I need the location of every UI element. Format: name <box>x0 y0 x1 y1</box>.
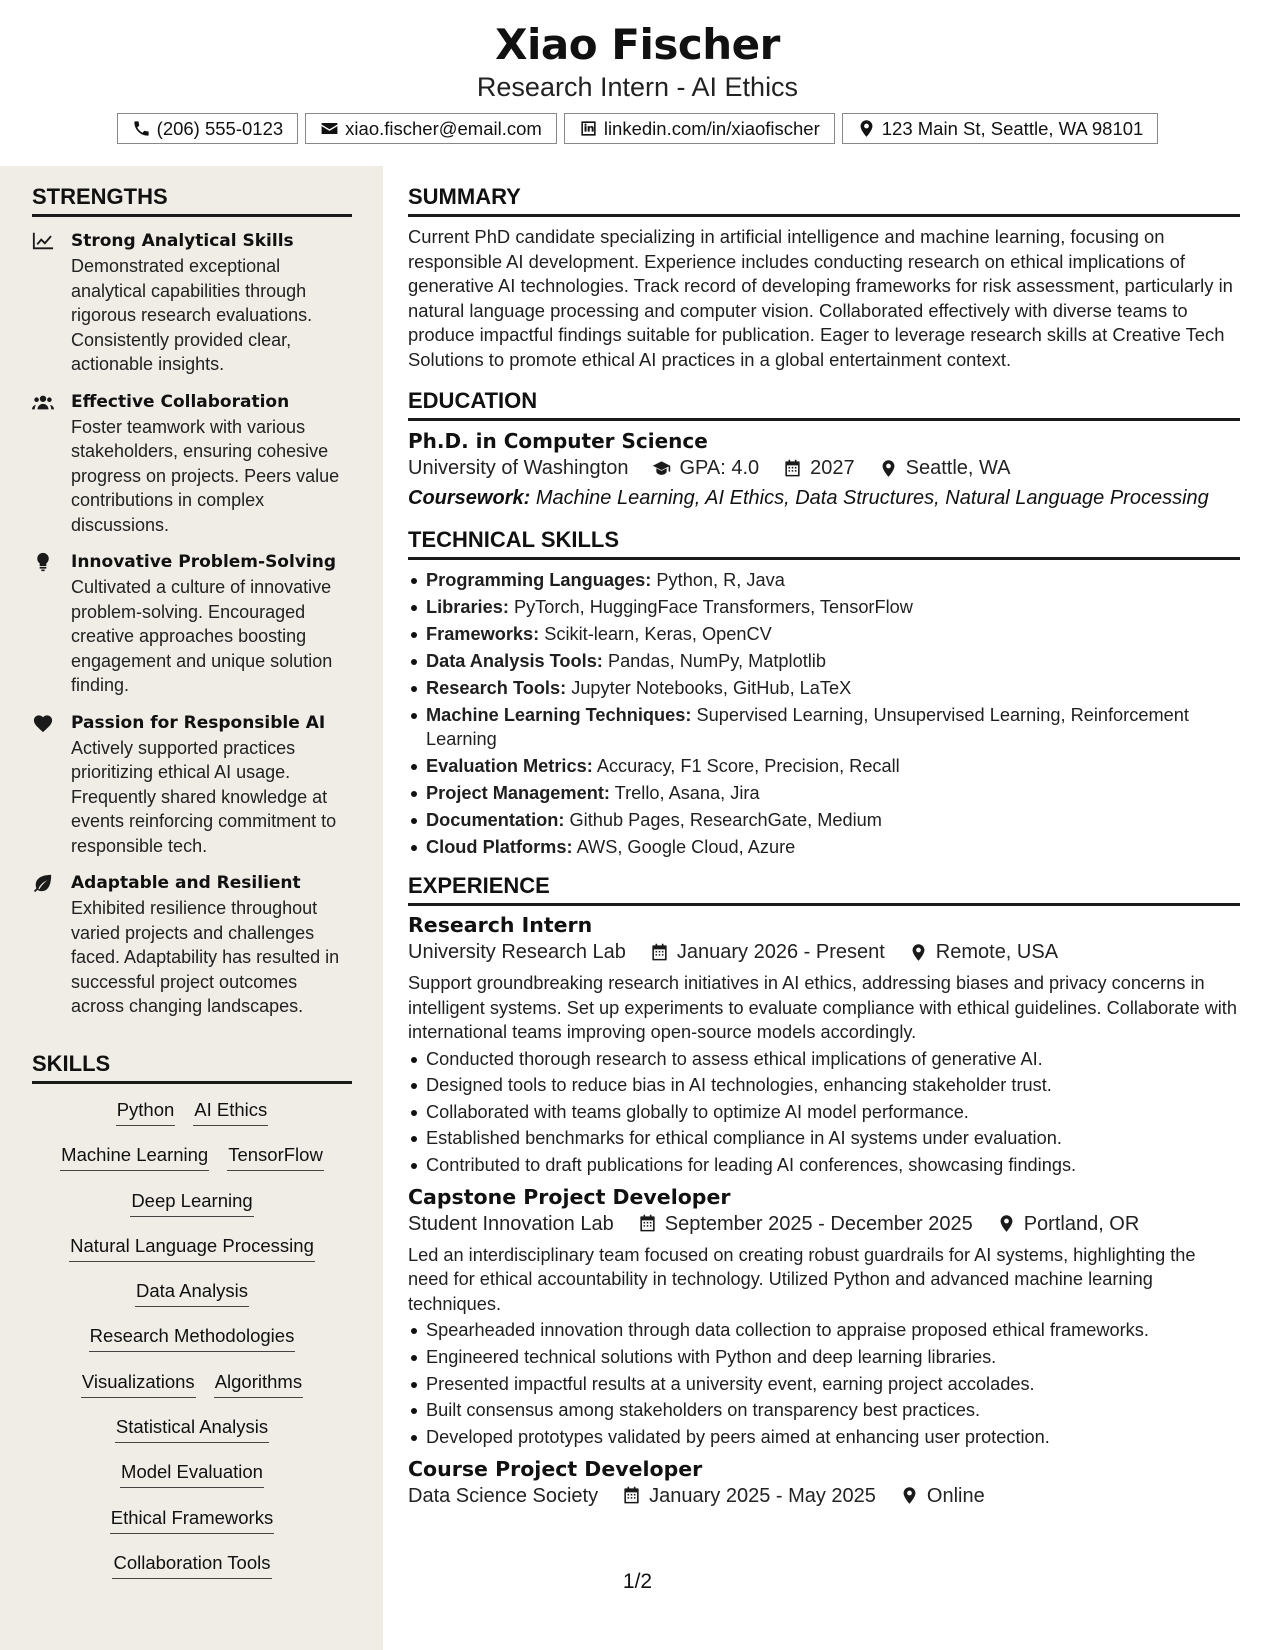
skill-row <box>32 1415 352 1460</box>
strength-desc: Actively supported practices prioritizing ethical AI usage. Frequently shared knowledge at events reinforcing commitment to responsible tech. <box>71 737 337 856</box>
skill-label: Data Analysis Tools: <box>426 651 603 671</box>
list-item: Collaborated with teams globally to optimize AI model performance. <box>408 1100 1240 1124</box>
degree-title: Ph.D. in Computer Science <box>408 429 708 453</box>
calendar-icon <box>783 459 802 478</box>
summary-section <box>408 184 1240 372</box>
skill-label: Evaluation Metrics: <box>426 756 593 776</box>
location-icon <box>909 943 928 962</box>
list-item: Established benchmarks for ethical compliance in AI systems under evaluation. <box>408 1126 1240 1150</box>
job-entry <box>408 1457 1240 1511</box>
skill-tag: Visualizations <box>81 1370 196 1398</box>
list-item <box>408 622 1240 646</box>
coursework-list: Machine Learning, AI Ethics, Data Structures, Natural Language Processing <box>535 487 1209 509</box>
strength-desc: Foster teamwork with various stakeholders, ensuring cohesive progress on projects. Peers value contributions in complex discussions. <box>71 416 340 535</box>
job-dates: January 2025 - May 2025 <box>649 1484 876 1507</box>
resume-header <box>0 0 1275 166</box>
contact-email[interactable] <box>305 113 557 144</box>
school-name: University of Washington <box>408 457 629 479</box>
list-item <box>408 754 1240 778</box>
skill-row <box>32 1234 352 1279</box>
strength-item <box>32 711 352 859</box>
list-item: Developed prototypes validated by peers aimed at enhancing user protection. <box>408 1425 1240 1449</box>
job-description: Led an interdisciplinary team focused on creating robust guardrails for AI systems, highlighting the need for ethical accountability in technology. Utilized Python and advanced machine learning techniques. <box>408 1244 1196 1314</box>
job-entry <box>408 913 1240 1177</box>
technical-skills-section <box>408 527 1240 859</box>
contact-linkedin-text: linkedin.com/in/xiaofischer <box>603 117 820 139</box>
skill-label: Frameworks: <box>426 624 540 644</box>
job-title: Research Intern <box>408 913 593 937</box>
location-icon <box>997 1214 1016 1233</box>
contact-linkedin[interactable] <box>564 113 835 144</box>
job-org: Data Science Society <box>408 1484 599 1507</box>
skill-value: Python, R, Java <box>656 570 785 590</box>
skill-value: Pandas, NumPy, Matplotlib <box>607 651 826 671</box>
candidate-name: Xiao Fischer <box>495 20 780 69</box>
job-location: Remote, USA <box>935 941 1059 963</box>
skill-value: Github Pages, ResearchGate, Medium <box>569 810 882 830</box>
skill-tag: Ethical Frameworks <box>110 1506 274 1534</box>
contact-phone[interactable] <box>117 113 299 144</box>
skill-tag: Natural Language Processing <box>69 1234 315 1262</box>
skill-row <box>32 1279 352 1324</box>
list-item <box>408 649 1240 673</box>
job-meta <box>408 937 1240 967</box>
strength-item <box>32 550 352 698</box>
skill-tag: Statistical Analysis <box>115 1415 269 1443</box>
skill-value: Accuracy, F1 Score, Precision, Recall <box>596 756 900 776</box>
job-title: Course Project Developer <box>408 1456 703 1481</box>
skill-value: Trello, Asana, Jira <box>614 783 760 803</box>
contact-address[interactable] <box>842 113 1159 144</box>
location-icon <box>879 459 898 478</box>
location-icon <box>900 1486 919 1505</box>
education-section <box>408 388 1240 513</box>
skill-tag: Research Methodologies <box>89 1324 296 1352</box>
skill-label: Machine Learning Techniques: <box>426 705 692 725</box>
list-item: Conducted thorough research to assess ethical implications of generative AI. <box>408 1047 1240 1071</box>
strength-title: Passion for Responsible AI <box>71 712 326 733</box>
strength-title: Adaptable and Resilient <box>71 873 301 893</box>
skill-tag: Data Analysis <box>135 1279 249 1307</box>
school-location: Seattle, WA <box>905 457 1011 479</box>
list-item: Spearheaded innovation through data collection to appraise proposed ethical frameworks. <box>408 1318 1240 1342</box>
envelope-icon <box>320 119 339 138</box>
job-title: Capstone Project Developer <box>408 1184 731 1209</box>
job-bullets <box>408 1047 1240 1177</box>
skill-label: Research Tools: <box>426 678 567 698</box>
strength-title: Effective Collaboration <box>71 391 290 412</box>
skill-list <box>32 1098 352 1596</box>
skill-tag: Model Evaluation <box>120 1460 264 1488</box>
skill-tag: Algorithms <box>214 1370 303 1398</box>
experience-section <box>408 873 1240 1511</box>
job-meta <box>408 1481 1240 1511</box>
skill-row <box>32 1189 352 1234</box>
contact-address-text: 123 Main St, Seattle, WA 98101 <box>881 117 1144 139</box>
coursework-label: Coursework: <box>408 487 531 509</box>
list-item <box>408 568 1240 592</box>
job-location: Portland, OR <box>1023 1212 1140 1235</box>
experience-title: EXPERIENCE <box>408 873 1240 906</box>
summary-text: Current PhD candidate specializing in artificial intelligence and machine learning, focusing on responsible AI development. Experience includes conducting research on ethical implications of generative AI technologies. Track record of developing frameworks for risk assessment, particularly in natural language processing and computer vision. Collaborated effectively with diverse teams to produce impactful findings suitable for publication. Eager to leverage research skills at Creative Tech Solutions to promote ethical AI practices in a global entertainment context. <box>408 226 1233 370</box>
calendar-icon <box>650 943 669 962</box>
strength-desc: Exhibited resilience throughout varied projects and challenges faced. Adaptability has resulted in successful project outcomes across changing landscapes. <box>71 898 340 1016</box>
list-item: Engineered technical solutions with Python and deep learning libraries. <box>408 1345 1240 1369</box>
job-bullets <box>408 1318 1240 1448</box>
education-meta <box>408 453 1240 483</box>
skill-row <box>32 1143 352 1188</box>
job-org: Student Innovation Lab <box>408 1212 614 1235</box>
graduation-cap-icon <box>652 459 671 478</box>
skill-label: Programming Languages: <box>426 570 652 590</box>
gpa: GPA: 4.0 <box>679 457 760 479</box>
skill-value: Jupyter Notebooks, GitHub, LaTeX <box>571 678 852 698</box>
linkedin-icon <box>579 119 598 138</box>
strength-item <box>32 229 352 377</box>
skills-title: SKILLS <box>32 1051 352 1084</box>
strength-title: Strong Analytical Skills <box>71 231 294 251</box>
strengths-title: STRENGTHS <box>32 184 352 217</box>
location-icon <box>857 119 876 138</box>
strength-desc: Cultivated a culture of innovative problem-solving. Encouraged creative approaches boosting engagement and unique solution finding. <box>71 577 333 695</box>
page-number: 1/2 <box>622 1570 653 1593</box>
skill-row <box>32 1098 352 1143</box>
skill-label: Libraries: <box>426 597 509 617</box>
sidebar <box>0 166 383 1650</box>
skill-row <box>32 1324 352 1369</box>
list-item: Presented impactful results at a university event, earning project accolades. <box>408 1372 1240 1396</box>
heart-icon <box>32 713 54 733</box>
graduation-year: 2027 <box>810 457 855 479</box>
skill-value: Scikit-learn, Keras, OpenCV <box>544 624 772 644</box>
skill-value: AWS, Google Cloud, Azure <box>576 837 796 857</box>
technical-skills-list <box>408 568 1240 859</box>
technical-skills-title: TECHNICAL SKILLS <box>408 527 1240 560</box>
skill-label: Documentation: <box>426 810 565 830</box>
summary-title: SUMMARY <box>408 184 1240 217</box>
coursework <box>408 483 1240 513</box>
skill-value: Supervised Learning, Unsupervised Learning, Reinforcement Learning <box>426 705 1189 749</box>
job-meta <box>408 1209 1240 1239</box>
skills-section <box>32 1051 352 1596</box>
phone-icon <box>132 119 151 138</box>
contact-email-text: xiao.fischer@email.com <box>345 117 542 139</box>
job-org: University Research Lab <box>408 941 626 963</box>
list-item <box>408 808 1240 832</box>
skill-tag: Collaboration Tools <box>112 1551 271 1579</box>
strength-item <box>32 390 352 538</box>
strength-item <box>32 871 352 1019</box>
job-dates: September 2025 - December 2025 <box>664 1212 973 1235</box>
leaf-icon <box>32 873 54 893</box>
skill-row <box>32 1460 352 1505</box>
skill-value: PyTorch, HuggingFace Transformers, TensorFlow <box>513 597 913 617</box>
skill-tag: Deep Learning <box>130 1189 253 1217</box>
list-item <box>408 835 1240 859</box>
list-item: Designed tools to reduce bias in AI technologies, enhancing stakeholder trust. <box>408 1073 1240 1097</box>
strength-title: Innovative Problem-Solving <box>71 552 336 572</box>
job-entry <box>408 1185 1240 1449</box>
skill-tag: Python <box>116 1098 176 1126</box>
list-item <box>408 703 1240 751</box>
contact-bar <box>0 113 1275 144</box>
lightbulb-icon <box>32 552 54 572</box>
chart-line-icon <box>32 231 54 251</box>
users-icon <box>32 392 54 412</box>
skill-tag: AI Ethics <box>193 1098 268 1126</box>
calendar-icon <box>638 1214 657 1233</box>
skill-tag: TensorFlow <box>227 1143 324 1171</box>
skill-tag: Machine Learning <box>60 1143 209 1171</box>
education-title: EDUCATION <box>408 388 1240 421</box>
calendar-icon <box>622 1486 641 1505</box>
candidate-title: Research Intern - AI Ethics <box>476 72 799 102</box>
strengths-section <box>32 184 352 1019</box>
skill-label: Cloud Platforms: <box>426 837 573 857</box>
skill-label: Project Management: <box>426 783 610 803</box>
contact-phone-text: (206) 555-0123 <box>156 117 284 139</box>
job-dates: January 2026 - Present <box>676 941 885 963</box>
list-item: Contributed to draft publications for leading AI conferences, showcasing findings. <box>408 1153 1240 1177</box>
list-item <box>408 676 1240 700</box>
job-description: Support groundbreaking research initiatives in AI ethics, addressing biases and privacy concerns in intelligent systems. Set up experiments to evaluate compliance with ethical guidelines. Collaborate with international teams improving open-source models accordingly. <box>408 973 1237 1042</box>
list-item <box>408 781 1240 805</box>
skill-row <box>32 1370 352 1415</box>
list-item <box>408 595 1240 619</box>
skill-row <box>32 1506 352 1551</box>
strength-desc: Demonstrated exceptional analytical capabilities through rigorous research evaluations. Consistently provided clear, actionable insights. <box>71 256 313 374</box>
job-location: Online <box>926 1484 985 1507</box>
main-content <box>408 166 1240 1511</box>
list-item: Built consensus among stakeholders on transparency best practices. <box>408 1398 1240 1422</box>
